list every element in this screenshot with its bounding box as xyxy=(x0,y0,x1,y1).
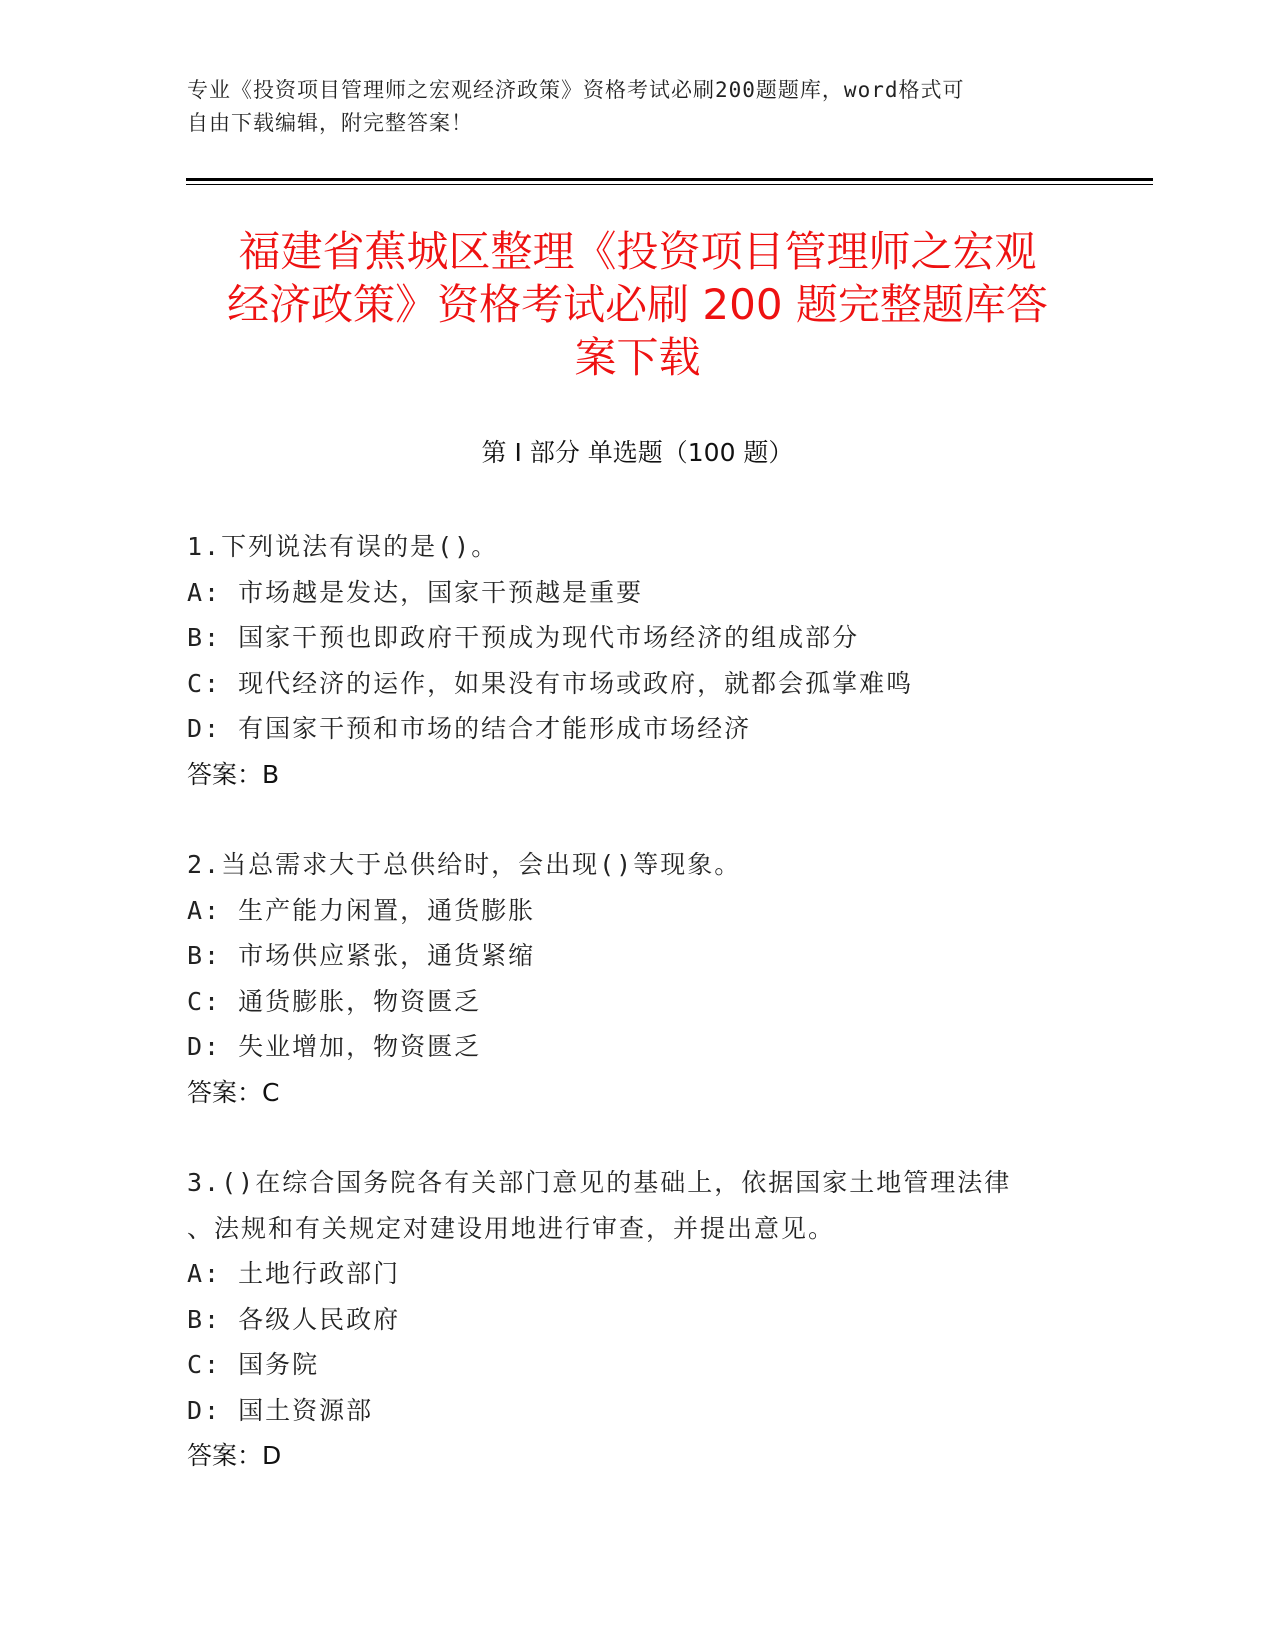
question-stem: 1.下列说法有误的是()。 xyxy=(187,532,499,561)
option-b: B: 市场供应紧张，通货紧缩 xyxy=(187,941,536,970)
option-d: D: 国土资源部 xyxy=(187,1395,374,1425)
option-d: D: 失业增加，物资匮乏 xyxy=(187,1032,482,1061)
header-note xyxy=(187,74,1087,140)
document-title-line: 福建省蕉城区整理《投资项目管理师之宏观 xyxy=(238,227,1037,276)
option-c: C: 现代经济的运作，如果没有市场或政府，就都会孤掌难鸣 xyxy=(187,668,914,698)
question-3 xyxy=(187,1160,1087,1479)
option-b: B: 国家干预也即政府干预成为现代市场经济的组成部分 xyxy=(187,623,860,652)
document-title-line: 案下载 xyxy=(574,333,701,382)
option-a: A: 市场越是发达，国家干预越是重要 xyxy=(187,577,644,607)
question-stem: 3.()在综合国务院各有关部门意见的基础上，依据国家土地管理法律 xyxy=(187,1168,1012,1197)
answer-text: 答案：C xyxy=(187,1077,280,1107)
option-b: B: 各级人民政府 xyxy=(187,1304,401,1334)
question-stem: 2.当总需求大于总供给时，会出现()等现象。 xyxy=(187,850,742,879)
document-title-line: 经济政策》资格考试必刷 200 题完整题库答 xyxy=(227,280,1048,329)
header-note-line: 专业《投资项目管理师之宏观经济政策》资格考试必刷200题题库，word格式可 xyxy=(187,78,965,102)
option-c: C: 通货膨胀，物资匮乏 xyxy=(187,986,482,1016)
header-note-line: 自由下载编辑，附完整答案！ xyxy=(187,111,473,135)
answer-text: 答案：B xyxy=(187,759,280,789)
question-stem-continued: 、法规和有关规定对建设用地进行审查，并提出意见。 xyxy=(187,1213,836,1243)
option-a: A: 土地行政部门 xyxy=(187,1259,401,1288)
document-title xyxy=(190,225,1085,384)
section-heading: 第 I 部分 单选题（100 题） xyxy=(481,438,794,467)
option-c: C: 国务院 xyxy=(187,1350,320,1379)
option-a: A: 生产能力闲置，通货膨胀 xyxy=(187,895,536,925)
answer-text: 答案：D xyxy=(187,1441,282,1470)
question-1 xyxy=(187,524,1087,797)
question-2 xyxy=(187,842,1087,1115)
header-rule-thick xyxy=(186,178,1153,181)
header-rule-thin xyxy=(186,184,1153,185)
option-d: D: 有国家干预和市场的结合才能形成市场经济 xyxy=(187,714,752,743)
